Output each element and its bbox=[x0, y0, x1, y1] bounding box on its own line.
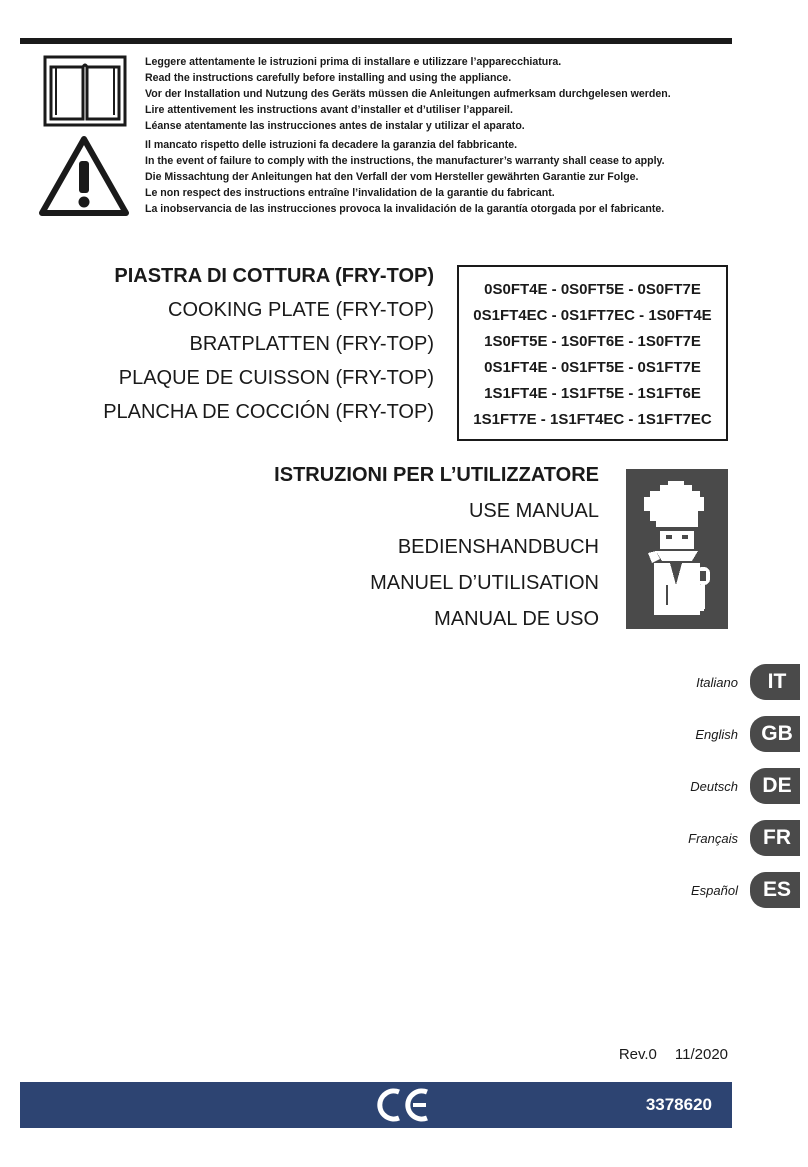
language-badge: GB bbox=[750, 716, 800, 752]
model-line: 0S1FT4E - 0S1FT5E - 0S1FT7E bbox=[484, 359, 701, 376]
revision-info bbox=[619, 1046, 728, 1063]
notice-line: Lire attentivement les instructions avant d’installer et d’utiliser l’appareil. bbox=[145, 104, 513, 116]
notice-line: La inobservancia de las instrucciones provoca la invalidación de la garantía otorgada por el fabricante. bbox=[145, 203, 665, 215]
notice-line: Die Missachtung der Anleitungen hat den Verfall der vom Hersteller gewährten Garantie zur Folge. bbox=[145, 171, 639, 183]
revision-date: 11/2020 bbox=[674, 1046, 728, 1063]
product-title-fr: PLAQUE DE CUISSON (FRY-TOP) bbox=[118, 367, 434, 389]
manual-title-de: BEDIENSHANDBUCH bbox=[397, 536, 599, 558]
language-row-es bbox=[691, 872, 800, 908]
language-badge: ES bbox=[750, 872, 800, 908]
language-name: Deutsch bbox=[690, 778, 738, 794]
revision-label: Rev.0 bbox=[618, 1046, 657, 1063]
manual-titles bbox=[274, 457, 599, 637]
notice-line: Il mancato rispetto delle istruzioni fa decadere la garanzia del fabbricante. bbox=[145, 139, 518, 151]
language-row-gb bbox=[695, 716, 800, 752]
product-title-en: COOKING PLATE (FRY-TOP) bbox=[168, 299, 434, 321]
notice-line: Léanse atentamente las instrucciones antes de instalar y utilizar el aparato. bbox=[145, 120, 525, 132]
notice-line: Leggere attentamente le istruzioni prima di installare e utilizzare l’apparecchiatura. bbox=[145, 56, 562, 68]
models-box bbox=[457, 265, 728, 441]
product-title-es: PLANCHA DE COCCIÓN (FRY-TOP) bbox=[103, 401, 434, 423]
product-titles bbox=[103, 259, 434, 429]
footer-bar bbox=[20, 1082, 732, 1128]
top-rule bbox=[20, 38, 732, 44]
manual-title-it: ISTRUZIONI PER L’UTILIZZATORE bbox=[274, 464, 599, 486]
language-badge: IT bbox=[750, 664, 800, 700]
warranty-warning-notice bbox=[145, 137, 665, 217]
model-line: 1S0FT5E - 1S0FT6E - 1S0FT7E bbox=[484, 333, 701, 350]
model-line: 0S0FT4E - 0S0FT5E - 0S0FT7E bbox=[484, 281, 701, 298]
language-name: Italiano bbox=[696, 674, 738, 690]
warning-triangle-icon bbox=[38, 135, 130, 217]
language-row-de bbox=[690, 768, 800, 804]
notice-line: Vor der Installation und Nutzung des Geräts müssen die Anleitungen aufmerksam durchgelesen werden. bbox=[145, 88, 671, 100]
language-name: Español bbox=[691, 882, 738, 898]
notice-line: Read the instructions carefully before installing and using the appliance. bbox=[145, 72, 512, 84]
product-title-it: PIASTRA DI COTTURA (FRY-TOP) bbox=[114, 265, 434, 287]
ce-mark-icon bbox=[375, 1086, 437, 1124]
language-badge: DE bbox=[750, 768, 800, 804]
chef-icon bbox=[626, 469, 728, 629]
open-book-icon bbox=[43, 55, 127, 127]
model-line: 1S1FT7E - 1S1FT4EC - 1S1FT7EC bbox=[473, 411, 712, 428]
language-row-it bbox=[696, 664, 800, 700]
language-badge: FR bbox=[750, 820, 800, 856]
notice-line: Le non respect des instructions entraîne l’invalidation de la garantie du fabricant. bbox=[145, 187, 555, 199]
manual-title-es: MANUAL DE USO bbox=[434, 608, 599, 630]
manual-title-en: USE MANUAL bbox=[468, 500, 599, 522]
document-code: 3378620 bbox=[645, 1095, 712, 1114]
model-line: 1S1FT4E - 1S1FT5E - 1S1FT6E bbox=[484, 385, 701, 402]
language-name: English bbox=[695, 726, 738, 742]
language-name: Français bbox=[688, 830, 738, 846]
product-title-de: BRATPLATTEN (FRY-TOP) bbox=[189, 333, 434, 355]
manual-title-fr: MANUEL D’UTILISATION bbox=[370, 572, 599, 594]
read-instructions-notice bbox=[145, 54, 671, 134]
model-line: 0S1FT4EC - 0S1FT7EC - 1S0FT4E bbox=[473, 307, 712, 324]
notice-line: In the event of failure to comply with the instructions, the manufacturer’s warranty shall cease to apply. bbox=[145, 155, 665, 167]
language-row-fr bbox=[688, 820, 800, 856]
